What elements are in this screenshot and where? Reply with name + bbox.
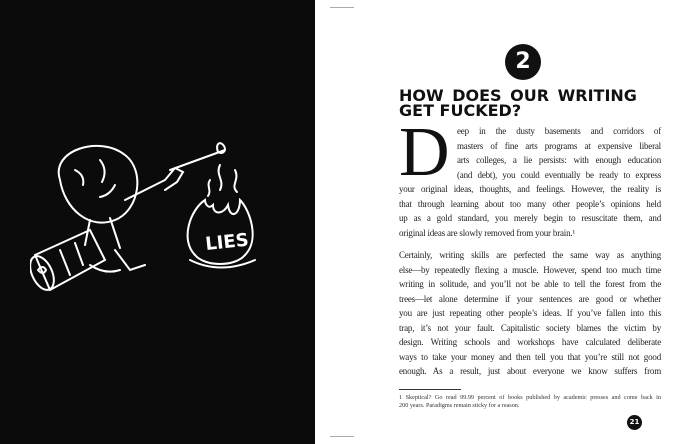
text-line: ways to take your money and then tell you that you’re still not good [399, 351, 661, 362]
campfire-illustration [30, 140, 280, 310]
text-line: your original ideas, thoughts, and feelings. However, the reality is [399, 184, 661, 194]
text-line: up as a gold standard, you merely begin to resuscitate them, and [399, 213, 661, 223]
right-page [315, 0, 680, 444]
chapter-title-line-1: HOW DOES OUR WRITING [399, 86, 637, 105]
text-line: original ideas are slowly removed from your brain.¹ [399, 227, 575, 238]
text-line: Certainly, writing skills are perfected the same way as anything [399, 250, 661, 260]
text-line: (and debt), you could eventually be ready to express [457, 169, 661, 180]
footnote-line: 200 years. Paradigms remain sticky for a reason. [399, 402, 520, 409]
footnote-line: 1 Skeptical? Go read 99.99 percent of books published by academic presses and come back in [399, 394, 661, 401]
text-line: that through learning about too many other people’s opinions held [399, 198, 661, 209]
chapter-title-line-2: GET FUCKED? [399, 101, 522, 120]
text-line: trees—let alone determine if your sentences are good or whether [399, 293, 661, 304]
text-line: enough. As a result, just about everyone we know suffers from [399, 366, 661, 376]
paragraph-2 [399, 248, 661, 379]
text-line: trap, it’s not your fault. Capitalistic society blames the victim by [399, 322, 661, 333]
top-crop-mark [330, 7, 354, 8]
text-line: design. Writing schools and workshops have calculated deliberate [399, 337, 661, 347]
text-line: you are just repeating other people’s ideas. If you’ve fallen into this [399, 308, 661, 318]
drop-cap: D [399, 114, 450, 191]
body-text [399, 114, 661, 379]
footnote-rule [399, 389, 461, 390]
left-page-illustration-page [0, 0, 315, 444]
text-line: writing in solitude, and you’ll not be able to tell the forest from the [399, 279, 661, 289]
lies-sign-text: LIES [204, 229, 250, 256]
footnote [399, 394, 661, 410]
page-number: 21 [627, 415, 642, 430]
text-line: arts colleges, a lie persists: with enough education [457, 155, 661, 165]
text-line: eep in the dusty basements and corridors of [457, 126, 661, 136]
text-line: masters of fine arts programs at expensive liberal [457, 140, 661, 151]
bottom-crop-mark [330, 436, 354, 437]
chapter-number-badge: 2 [505, 44, 541, 80]
text-line: else—by repeatedly flexing a muscle. However, spend too much time [399, 264, 661, 275]
paragraph-1 [399, 114, 661, 240]
